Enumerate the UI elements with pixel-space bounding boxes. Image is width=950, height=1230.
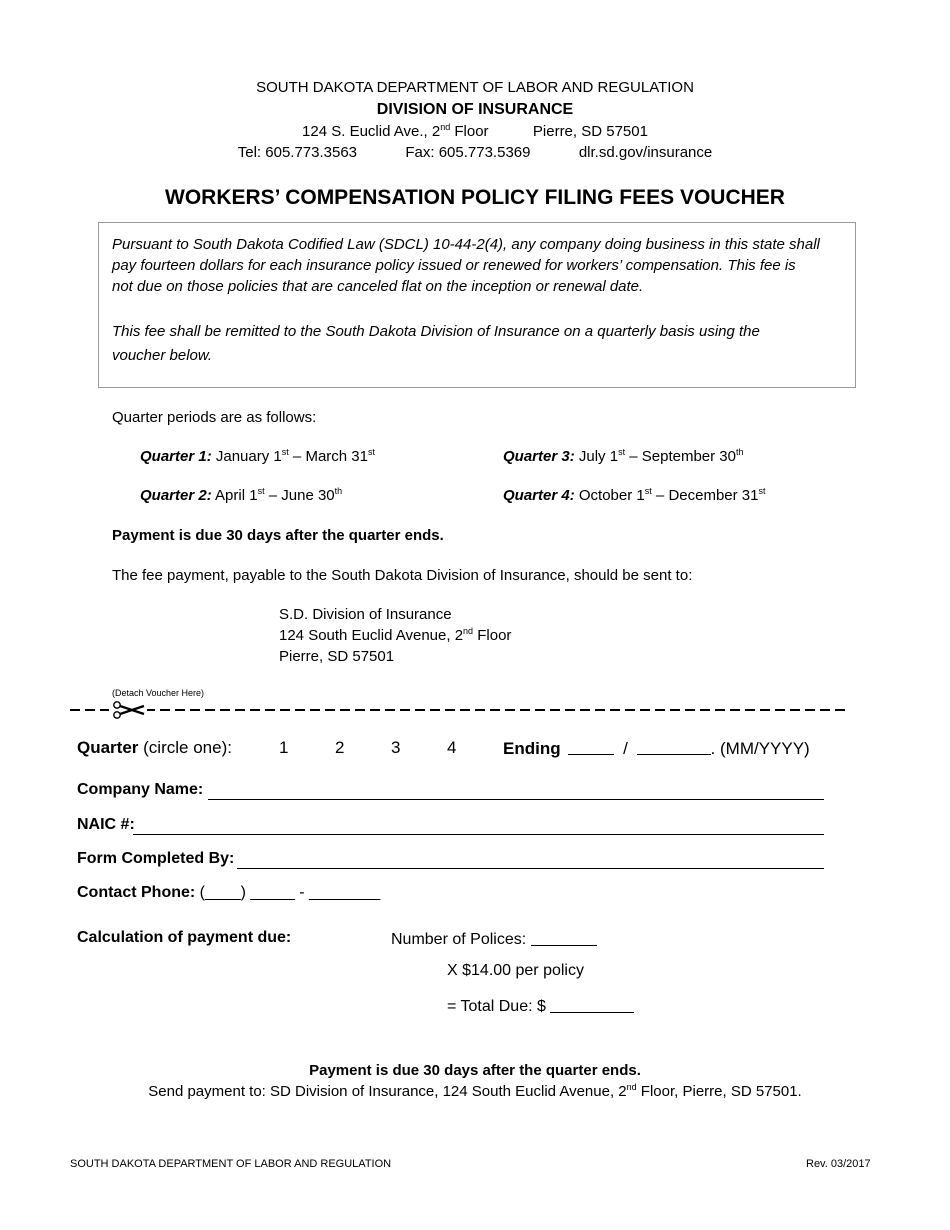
notice-line-1: Pursuant to South Dakota Codified Law (SDCL) 10-44-2(4), any company doing business in this state shall (112, 236, 820, 253)
total-due-input[interactable] (550, 996, 634, 1013)
total-due: = Total Due: $ (447, 996, 634, 1016)
quarter-option-3[interactable]: 3 (391, 738, 401, 757)
revision-date: Rev. 03/2017 (806, 1158, 871, 1170)
naic-input[interactable] (133, 817, 824, 835)
department-name: SOUTH DAKOTA DEPARTMENT OF LABOR AND REGULATION (256, 79, 694, 96)
mail-line-3: Pierre, SD 57501 (279, 648, 395, 665)
number-of-policies: Number of Polices: (391, 929, 597, 949)
notice-line-5: voucher below. (112, 347, 213, 364)
ending-field: Ending / . (MM/YYYY) (503, 739, 810, 758)
quarter-option-2[interactable]: 2 (335, 738, 345, 757)
footer-send-to: Send payment to: SD Division of Insurance, 124 South Euclid Avenue, 2nd Floor, Pierre, SD 57501. (148, 1082, 802, 1100)
contact-phone: Contact Phone: (____) _____ - ________ (77, 884, 381, 901)
address-line (0, 121, 950, 142)
street-address: 124 S. Euclid Ave., 2nd Floor (302, 122, 489, 140)
per-policy-rate: X $14.00 per policy (447, 962, 584, 979)
notice-line-2: pay fourteen dollars for each insurance policy issued or renewed for workers’ compensation. This fee is (112, 257, 796, 274)
fax: Fax: 605.773.5369 (405, 144, 531, 161)
quarter-intro: Quarter periods are as follows: (112, 409, 317, 426)
page-title: WORKERS’ COMPENSATION POLICY FILING FEES VOUCHER (165, 186, 785, 209)
mail-line-1: S.D. Division of Insurance (279, 606, 452, 623)
company-name-input[interactable] (208, 782, 824, 800)
number-of-policies-input[interactable] (531, 929, 597, 946)
telephone: Tel: 605.773.3563 (237, 144, 358, 161)
detach-cut-line (70, 700, 848, 720)
quarter-2: Quarter 2: April 1st – June 30th (140, 486, 343, 504)
division-name: DIVISION OF INSURANCE (376, 101, 574, 118)
naic-label: NAIC #: (77, 816, 135, 833)
ending-month-input[interactable] (568, 738, 614, 755)
send-instructions: The fee payment, payable to the South Dakota Division of Insurance, should be sent to: (112, 567, 693, 584)
quarter-selector: Quarter (circle one): (77, 738, 232, 757)
calculation-label: Calculation of payment due: (77, 929, 292, 946)
notice-line-3: not due on those policies that are canceled flat on the inception or renewal date. (112, 278, 644, 295)
mail-line-2: 124 South Euclid Avenue, 2nd Floor (279, 626, 512, 644)
quarter-1: Quarter 1: January 1st – March 31st (140, 447, 375, 465)
quarter-option-1[interactable]: 1 (279, 738, 289, 757)
detach-label: (Detach Voucher Here) (112, 688, 205, 698)
quarter-4: Quarter 4: October 1st – December 31st (503, 486, 766, 504)
website: dlr.sd.gov/insurance (578, 144, 713, 161)
completed-by-label: Form Completed By: (77, 850, 235, 867)
contact-line (0, 142, 950, 163)
footer-payment-due: Payment is due 30 days after the quarter ends. (309, 1062, 641, 1079)
payment-due-notice: Payment is due 30 days after the quarter ends. (112, 527, 444, 544)
quarter-option-4[interactable]: 4 (447, 738, 457, 757)
company-name-label: Company Name: (77, 781, 204, 798)
scissors-icon (109, 700, 147, 720)
city-state-zip: Pierre, SD 57501 (532, 123, 648, 140)
contact-phone-input[interactable]: (____) _____ - ________ (199, 884, 381, 901)
completed-by-input[interactable] (237, 851, 824, 869)
quarter-3: Quarter 3: July 1st – September 30th (503, 447, 744, 465)
page-footer-department: SOUTH DAKOTA DEPARTMENT OF LABOR AND REGULATION (70, 1158, 392, 1170)
notice-line-4: This fee shall be remitted to the South Dakota Division of Insurance on a quarterly basis using the (112, 323, 760, 340)
ending-year-input[interactable] (637, 738, 711, 755)
